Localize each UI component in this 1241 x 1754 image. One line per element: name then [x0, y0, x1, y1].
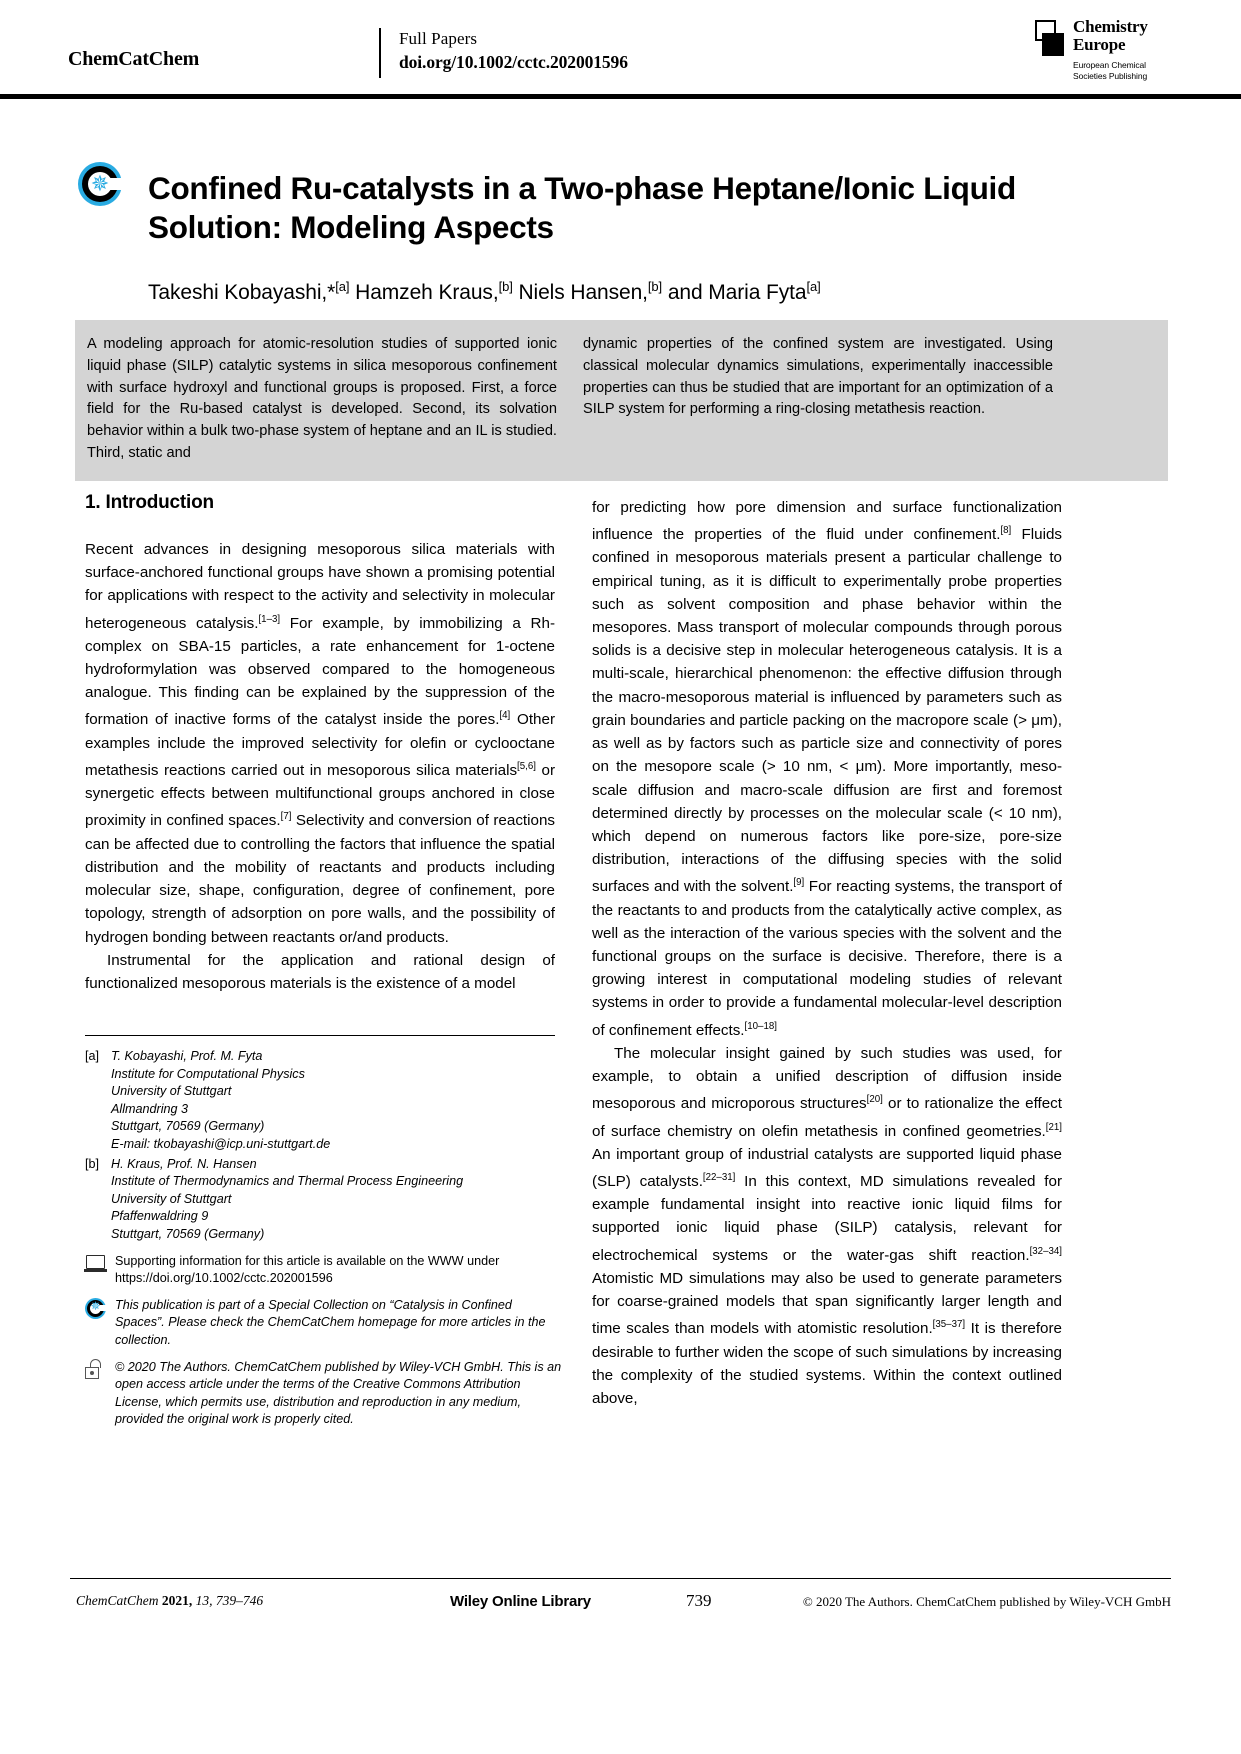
citation-ref-7[interactable]: [7]: [280, 811, 292, 823]
wiley-online-library-link[interactable]: Wiley Online Library: [450, 1593, 591, 1610]
author-4: and Maria Fyta: [662, 281, 807, 305]
title-block: [68, 148, 1173, 306]
monitor-screen-icon: [86, 1255, 105, 1269]
open-lock-icon: [85, 1359, 115, 1379]
affiliation-b-city: Stuttgart, 70569 (Germany): [111, 1226, 265, 1241]
author-3: Niels Hansen,: [512, 281, 648, 305]
page-title-line1: Confined Ru-catalysts in a Two-phase Heptane/Ionic Liquid: [148, 170, 1016, 207]
footnote-rule: [85, 1035, 555, 1036]
right-p2-part-f: It is therefore desirable to further widen the scope of such simulations by increasing the complexity of the studied systems. Within the context outlined above,: [592, 1320, 1063, 1408]
affiliation-a-authors: T. Kobayashi, Prof. M. Fyta: [111, 1049, 263, 1063]
monitor-icon: [85, 1253, 115, 1273]
affiliation-b-institute: Institute of Thermodynamics and Thermal Process Engineering: [111, 1174, 464, 1189]
abstract-box: [75, 320, 1168, 481]
affiliation-b-authors: H. Kraus, Prof. N. Hansen: [111, 1156, 257, 1171]
supporting-information-text[interactable]: Supporting information for this article is available on the WWW under https://doi.org/10.1002/cctc.202001596: [115, 1253, 500, 1286]
publisher-name-line2: Europe: [1073, 35, 1126, 54]
abstract-column-2: dynamic properties of the confined system are investigated. Using classical molecular dynamics simulations, experimentally inaccessible properties can thus be studied that are important for an optimization of a SILP system for performing a ring-closing metathesis reaction.: [583, 336, 1053, 418]
publisher-sub-line2: Societies Publishing: [1073, 71, 1148, 81]
footer-citation: [76, 1593, 263, 1609]
page-title: [148, 169, 1173, 247]
right-p2-part-a: The molecular insight gained by such studies was used, for example, to obtain a unified description of diffusion inside mesoporous and microporous structures: [592, 1044, 1062, 1113]
intro-p1-part-e: Selectivity and conversion of reactions can be affected due to controlling the factors that influence the spatial distribution and the mobility of reactants and products including molecular size, shape, configuration, degree of confinement, pore topology, strength of adsorption on pore walls, and the possibility of hydrogen bonding between reactants or/and products.: [85, 812, 556, 946]
collection-badge-icon: [85, 1297, 115, 1317]
author-list: [148, 273, 1173, 306]
right-p2-part-b: or to rationalize the effect of surface chemistry on olefin metathesis in confined geometries.: [592, 1095, 1062, 1140]
affiliation-a-email[interactable]: E-mail: tkobayashi@icp.uni-stuttgart.de: [111, 1136, 331, 1151]
publisher-sub-line1: European Chemical: [1073, 60, 1146, 70]
citation-ref-21[interactable]: [21]: [1045, 1121, 1062, 1133]
right-paragraph-2: [592, 1042, 1062, 1410]
license-text: © 2020 The Authors. ChemCatChem published by Wiley-VCH GmbH. This is an open access article under the terms of the Creative Commons Attribution License, which permits use, distribution and reproduction in any medium, provided the original work is properly cited.: [115, 1359, 562, 1427]
citation-ref-8[interactable]: [8]: [1000, 525, 1012, 537]
open-lock-keyhole-icon: [90, 1371, 94, 1375]
header-rule: [0, 94, 1241, 99]
license-note: [85, 1359, 563, 1429]
footer-citation-pages: 13, 739–746: [192, 1593, 264, 1608]
right-p1-part-b: Fluids confined in mesoporous materials present a particular challenge to empirical tuning, as it is difficult to experimentally probe properties such as solvent composition and phase behavior within the mesopores. Mass transport of molecular compounds through porous solids is a decisive step in molecular heterogeneous catalysis. It is a multi-scale, hierarchical phenomenon: the effective diffusion through the macro-mesoporous material is influenced by parameters such as grain boundaries and particle packing on the macropore scale (> μm), as well as by factors such as particle size and connectivity of pores on the mesopore scale (> 10 nm, < μm). More importantly, meso-scale diffusion and macro-scale diffusion are first and foremost determined directly by processes on the molecular scale (< 10 nm), which depend on numerous factors like pore-size, pore-size distribution, interactions of the diffusing species with the solid surfaces and with the solvent.: [592, 526, 1063, 896]
section-heading-introduction: 1. Introduction: [85, 492, 214, 513]
page-number: 739: [686, 1591, 712, 1610]
citation-ref-10-18[interactable]: [10–18]: [744, 1020, 777, 1032]
author-1-affiliation-marker: [a]: [335, 279, 350, 295]
article-type: Full Papers: [399, 29, 478, 48]
author-2: Hamzeh Kraus,: [349, 281, 499, 305]
footer-rule: [70, 1578, 1171, 1579]
citation-ref-20[interactable]: [20]: [866, 1094, 883, 1106]
affiliation-b-university: University of Stuttgart: [111, 1191, 232, 1206]
publisher-name-line1: Chemistry: [1073, 17, 1148, 36]
right-p2-part-c: An important group of industrial catalysts are supported liquid phase (SLP) catalysts.: [592, 1145, 1062, 1191]
affiliation-a-body: [111, 1048, 330, 1154]
badge-starburst-icon: ✵: [90, 171, 110, 196]
affiliation-b-tag: [b]: [85, 1156, 100, 1171]
footnotes-block: [85, 1048, 563, 1429]
collection-badge-starburst-icon: ✵: [90, 1298, 101, 1313]
author-3-affiliation-marker: [b]: [647, 279, 663, 295]
citation-ref-5-6[interactable]: [5,6]: [517, 760, 536, 772]
footer-citation-year: 2021,: [161, 1593, 193, 1608]
affiliation-b-body: [111, 1156, 463, 1244]
author-1: Takeshi Kobayashi,*: [148, 281, 336, 305]
monitor-base-icon: [84, 1269, 107, 1272]
page-title-line2: Solution: Modeling Aspects: [148, 209, 554, 246]
citation-ref-4[interactable]: [4]: [499, 710, 511, 722]
special-collection-badge-icon: [78, 162, 122, 206]
author-4-affiliation-marker: [a]: [806, 279, 821, 295]
citation-ref-22-31[interactable]: [22–31]: [702, 1172, 736, 1183]
intro-p1-part-a: Recent advances in designing mesoporous silica materials with surface-anchored functional groups have shown a promising potential for applications with respect to the activity and selectivity in molecular heterogeneous catalysis.: [85, 541, 555, 632]
affiliation-b-street: Pfaffenwaldring 9: [111, 1209, 209, 1224]
affiliation-a: [85, 1048, 563, 1154]
right-paragraph-1: [592, 496, 1062, 1042]
supporting-information-note: [85, 1253, 563, 1288]
right-p2-part-d: In this context, MD simulations revealed for example fundamental insight into reactive ionic liquid films for supported ionic liquid phase (SILP) catalysis, relevant for electrochemical systems or the water-gas shift reaction.: [592, 1173, 1062, 1264]
right-p2-part-e: Atomistic MD simulations may also be used to generate parameters for coarse-grained models that span significantly larger length and time scales than models with atomistic resolution.: [592, 1269, 1062, 1338]
special-collection-text: This publication is part of a Special Collection on “Catalysis in Confined Spaces”. Please check the ChemCatChem homepage for more articles in the collection.: [115, 1297, 546, 1347]
doi-link[interactable]: doi.org/10.1002/cctc.202001596: [399, 52, 628, 72]
abstract-column-1: A modeling approach for atomic-resolution studies of supported ionic liquid phase (SILP) catalytic systems in silica mesoporous confinement with surface hydroxyl and functional groups is proposed. First, a force field for the Ru-based catalyst is developed. Second, its solvation behavior within a bulk two-phase system of heptane and an IL is studied. Third, static and: [87, 336, 557, 461]
special-collection-note: [85, 1297, 563, 1350]
citation-ref-1-3[interactable]: [1–3]: [258, 613, 281, 625]
affiliation-a-tag: [a]: [85, 1049, 100, 1063]
body-column-right: [592, 492, 1062, 1410]
affiliation-a-street: Allmandring 3: [111, 1101, 189, 1116]
intro-p1-part-d: or synergetic effects between multifunctional groups anchored in close proximity in confined spaces.: [85, 762, 555, 830]
article-type-block: [379, 28, 628, 78]
affiliation-a-city: Stuttgart, 70569 (Germany): [111, 1119, 265, 1134]
affiliation-b: [85, 1156, 563, 1244]
intro-paragraph-2: Instrumental for the application and rational design of functionalized mesoporous materials is the existence of a model: [85, 951, 555, 992]
citation-ref-9[interactable]: [9]: [793, 877, 805, 889]
journal-name: ChemCatChem: [68, 48, 200, 70]
chemistry-europe-squares-icon: [1031, 20, 1067, 58]
citation-ref-32-34[interactable]: [32–34]: [1029, 1245, 1062, 1257]
footer-citation-journal: ChemCatChem: [76, 1593, 162, 1608]
citation-ref-35-37[interactable]: [35–37]: [932, 1319, 966, 1331]
intro-p1-part-c: Other examples include the improved selectivity for olefin or cyclooctane metathesis reactions carried out in mesoporous silica materials: [85, 711, 555, 780]
affiliation-a-institute: Institute for Computational Physics: [111, 1066, 305, 1081]
right-p1-part-a: for predicting how pore dimension and surface functionalization influence the properties of the fluid under confinement.: [592, 499, 1062, 544]
footer-copyright: © 2020 The Authors. ChemCatChem published by Wiley-VCH GmbH: [802, 1594, 1171, 1609]
author-2-affiliation-marker: [b]: [498, 279, 513, 295]
affiliation-a-university: University of Stuttgart: [111, 1084, 232, 1099]
running-head: [0, 0, 1241, 96]
intro-paragraph-1: [85, 538, 555, 949]
chemistry-europe-wordmark: [1073, 18, 1148, 82]
intro-p1-part-b: For example, by immobilizing a Rh-complex on SBA-15 particles, a rate enhancement for 1-octene hydroformylation was observed compared to the homogeneous analogue. This finding can be explained by the suppression of the formation of inactive forms of the catalyst inside the pores.: [85, 614, 555, 729]
page-footer: [70, 1593, 1171, 1617]
right-p1-part-c: For reacting systems, the transport of the reactants to and products from the catalytically active complex, as well as the interaction of the various species with the solvent and the functional groups on the surface is decisive. Therefore, there is a growing interest in computational modeling studies of relevant systems in order to provide a fundamental molecular-level description of confinement effects.: [592, 878, 1062, 1039]
square-solid-icon: [1042, 33, 1064, 56]
chemistry-europe-logo: [1031, 18, 1173, 80]
